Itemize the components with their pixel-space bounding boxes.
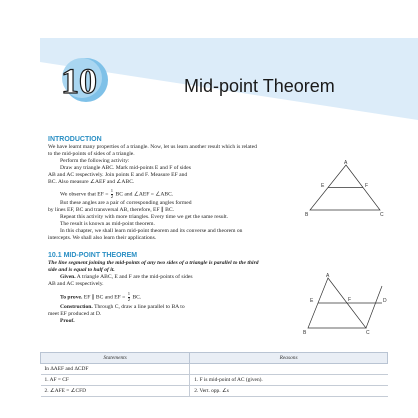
fig1-label-a: A: [344, 160, 348, 166]
intro-line: BC. Also measure ∠AEF and ∠ABC.: [48, 179, 135, 185]
to-prove-line: [60, 292, 280, 302]
prove-label: To prove.: [60, 294, 83, 301]
theorem-line: The line segment joining the mid-points of any two sides of a triangle is parallel to the third: [48, 260, 259, 266]
intro-line: In this chapter, we shall learn mid-point theorem and its converse and theorem on: [60, 228, 243, 234]
intro-line: AB and AC respectively. Join points E and F. Measure EF and: [48, 172, 188, 178]
given-label: Given.: [60, 274, 76, 280]
intro-line: to the mid-points of sides of a triangle.: [48, 151, 135, 157]
fig1-label-b: B: [305, 212, 309, 218]
construction-text: [48, 304, 298, 325]
reasons-header: Reasons: [190, 353, 388, 364]
fig2-label-e: E: [310, 298, 314, 304]
chapter-number: 10: [61, 61, 97, 101]
fig2-label-d: D: [383, 298, 387, 304]
proof-label: Proof.: [60, 318, 75, 324]
construction-line: meet EF produced at D.: [48, 311, 102, 317]
intro-line: Draw any triangle ABC. Mark mid-points E and F of sides: [60, 165, 191, 171]
triangle-figure-1: [300, 160, 386, 218]
fig2-label-a: A: [326, 273, 330, 279]
given-line: A triangle ABC, E and F are the mid-points of sides: [75, 274, 193, 280]
intro-line: Perform the following activity:: [60, 158, 130, 164]
chapter-banner: [0, 0, 418, 120]
proof-table-header: [41, 353, 388, 364]
section-heading: 10.1 MID-POINT THEOREM: [48, 252, 138, 259]
intro-line: We have learnt many properties of a triangle. Now, let us learn another result which is related: [48, 144, 257, 150]
chapter-title: Mid-point Theorem: [184, 76, 335, 96]
reason-cell: 2. Vert. opp. ∠s: [190, 386, 388, 397]
construction-label: Construction.: [60, 304, 93, 310]
intro-line: intercepts. We shall also learn their applications.: [48, 235, 157, 241]
reason-cell: [190, 364, 388, 375]
fig1-label-e: E: [321, 183, 325, 189]
table-row: [41, 364, 388, 375]
table-row: [41, 375, 388, 386]
fig2-label-b: B: [303, 330, 307, 336]
table-row: [41, 386, 388, 397]
theorem-line: side and is equal to half of it.: [48, 267, 115, 273]
reason-cell: 1. F is mid-point of AC (given).: [190, 375, 388, 386]
prove-suffix: BC.: [132, 294, 142, 301]
intro-line: Repeat this activity with more triangles. Every time we get the same result.: [60, 214, 229, 220]
construction-line: Through C, draw a line parallel to BA to: [92, 304, 185, 310]
statements-header: Statements: [41, 353, 190, 364]
observation-prefix: We observe that EF =: [60, 191, 109, 198]
fraction-half: $\frac{1}{2}$: [127, 291, 131, 302]
proof-table: [40, 352, 388, 397]
intro-line: The result is known as mid-point theorem.: [60, 221, 155, 227]
intro-heading: INTRODUCTION: [48, 136, 102, 143]
intro-line: But these angles are a pair of corresponding angles formed: [60, 200, 192, 206]
fig1-label-c: C: [380, 212, 384, 218]
statement-cell: 1. AF = CF: [41, 375, 190, 386]
given-line: AB and AC respectively.: [48, 281, 104, 287]
prove-prefix: EF ∥ BC and EF =: [82, 294, 126, 301]
statement-cell: 2. ∠AFE = ∠CFD: [41, 386, 190, 397]
fig1-label-f: F: [365, 183, 369, 189]
given-text: [48, 274, 298, 288]
intro-line: by lines EF, BC and transversal AB, therefore, EF ∥ BC.: [48, 207, 175, 213]
fraction-half: $\frac{1}{2}$: [110, 188, 114, 199]
statement-cell: In ΔAEF and ΔCDF: [41, 364, 190, 375]
observation-suffix: BC and ∠AEF = ∠ABC.: [115, 191, 174, 198]
triangle-figure-2: [298, 272, 388, 336]
observation-line: [60, 189, 320, 199]
fig2-label-f: F: [348, 297, 352, 303]
fig2-label-c: C: [366, 330, 370, 336]
